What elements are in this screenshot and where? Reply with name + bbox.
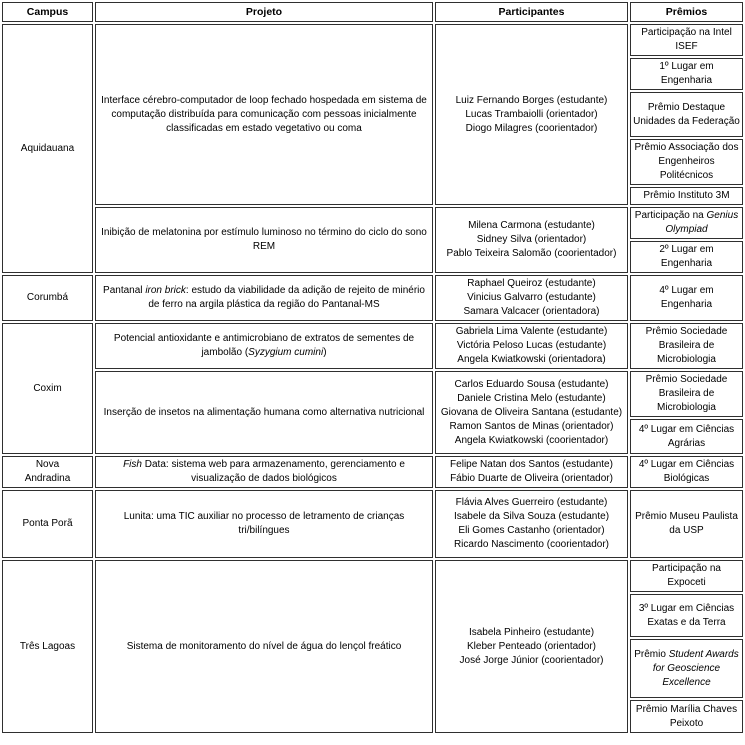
participants-cell: Luiz Fernando Borges (estudante) Lucas Trambaiolli (orientador) Diogo Milagres (coorientador) <box>435 24 628 205</box>
award-cell: Prêmio Destaque Unidades da Federação <box>630 92 743 137</box>
col-header-projeto: Projeto <box>95 2 433 22</box>
col-header-premios: Prêmios <box>630 2 743 22</box>
project-cell: Inserção de insetos na alimentação humana como alternativa nutricional <box>95 371 433 454</box>
award-cell: Participação na Expoceti <box>630 560 743 592</box>
project-cell: Potencial antioxidante e antimicrobiano de extratos de sementes de jambolão (Syzygium cumini) <box>95 323 433 369</box>
col-header-campus: Campus <box>2 2 93 22</box>
header-row <box>2 2 743 22</box>
award-cell: Prêmio Sociedade Brasileira de Microbiologia <box>630 371 743 417</box>
project-cell: Sistema de monitoramento do nível de água do lençol freático <box>95 560 433 733</box>
campus-cell-tres-lagoas: Três Lagoas <box>2 560 93 733</box>
campus-cell-aquidauana: Aquidauana <box>2 24 93 273</box>
award-cell: Prêmio Student Awards for Geoscience Excellence <box>630 639 743 698</box>
col-header-participantes: Participantes <box>435 2 628 22</box>
award-cell: 1º Lugar em Engenharia <box>630 58 743 90</box>
award-cell: Prêmio Instituto 3M <box>630 187 743 205</box>
project-cell: Interface cérebro-computador de loop fechado hospedada em sistema de computação distribuída para comunicação com pessoas inicialmente classificadas em estado vegetativo ou coma <box>95 24 433 205</box>
table-row <box>2 207 743 239</box>
project-cell: Lunita: uma TIC auxiliar no processo de letramento de crianças tri/bilíngues <box>95 490 433 558</box>
project-cell: Inibição de melatonina por estímulo luminoso no término do ciclo do sono REM <box>95 207 433 273</box>
participants-cell: Felipe Natan dos Santos (estudante) Fábio Duarte de Oliveira (orientador) <box>435 456 628 488</box>
participants-cell: Flávia Alves Guerreiro (estudante) Isabele da Silva Souza (estudante) Eli Gomes Castanho (orientador) Ricardo Nascimento (coorientador) <box>435 490 628 558</box>
table-row <box>2 371 743 417</box>
table-row <box>2 490 743 558</box>
table-row <box>2 456 743 488</box>
campus-cell-corumba: Corumbá <box>2 275 93 321</box>
participants-cell: Carlos Eduardo Sousa (estudante) Daniele Cristina Melo (estudante) Giovana de Oliveira Santana (estudante) Ramon Santos de Minas (orientador) Angela Kwiatkowski (coorientador) <box>435 371 628 454</box>
award-cell: 4º Lugar em Ciências Agrárias <box>630 419 743 454</box>
table-row <box>2 275 743 321</box>
participants-cell: Raphael Queiroz (estudante) Vinicius Galvarro (estudante) Samara Valcacer (orientadora) <box>435 275 628 321</box>
award-cell: 3º Lugar em Ciências Exatas e da Terra <box>630 594 743 637</box>
project-cell: Pantanal iron brick: estudo da viabilidade da adição de rejeito de minério de ferro na argila plástica da região do Pantanal-MS <box>95 275 433 321</box>
participants-cell: Milena Carmona (estudante) Sidney Silva (orientador) Pablo Teixeira Salomão (coorientador) <box>435 207 628 273</box>
participants-cell: Gabriela Lima Valente (estudante) Victória Peloso Lucas (estudante) Angela Kwiatkowski (orientadora) <box>435 323 628 369</box>
participants-cell: Isabela Pinheiro (estudante) Kleber Penteado (orientador) José Jorge Júnior (coorientador) <box>435 560 628 733</box>
award-cell: Participação na Genius Olympiad <box>630 207 743 239</box>
table-row <box>2 560 743 592</box>
award-cell: 2º Lugar em Engenharia <box>630 241 743 273</box>
table-row <box>2 323 743 369</box>
award-cell: 4º Lugar em Engenharia <box>630 275 743 321</box>
award-cell: Prêmio Sociedade Brasileira de Microbiologia <box>630 323 743 369</box>
award-cell: Prêmio Museu Paulista da USP <box>630 490 743 558</box>
campus-cell-coxim: Coxim <box>2 323 93 454</box>
project-cell: Fish Data: sistema web para armazenamento, gerenciamento e visualização de dados biológicos <box>95 456 433 488</box>
table-row <box>2 24 743 56</box>
campus-cell-nova-andradina: Nova Andradina <box>2 456 93 488</box>
campus-cell-ponta-pora: Ponta Porã <box>2 490 93 558</box>
award-cell: Participação na Intel ISEF <box>630 24 743 56</box>
award-cell: Prêmio Associação dos Engenheiros Politécnicos <box>630 139 743 185</box>
award-cell: 4º Lugar em Ciências Biológicas <box>630 456 743 488</box>
award-cell: Prêmio Marília Chaves Peixoto <box>630 700 743 733</box>
